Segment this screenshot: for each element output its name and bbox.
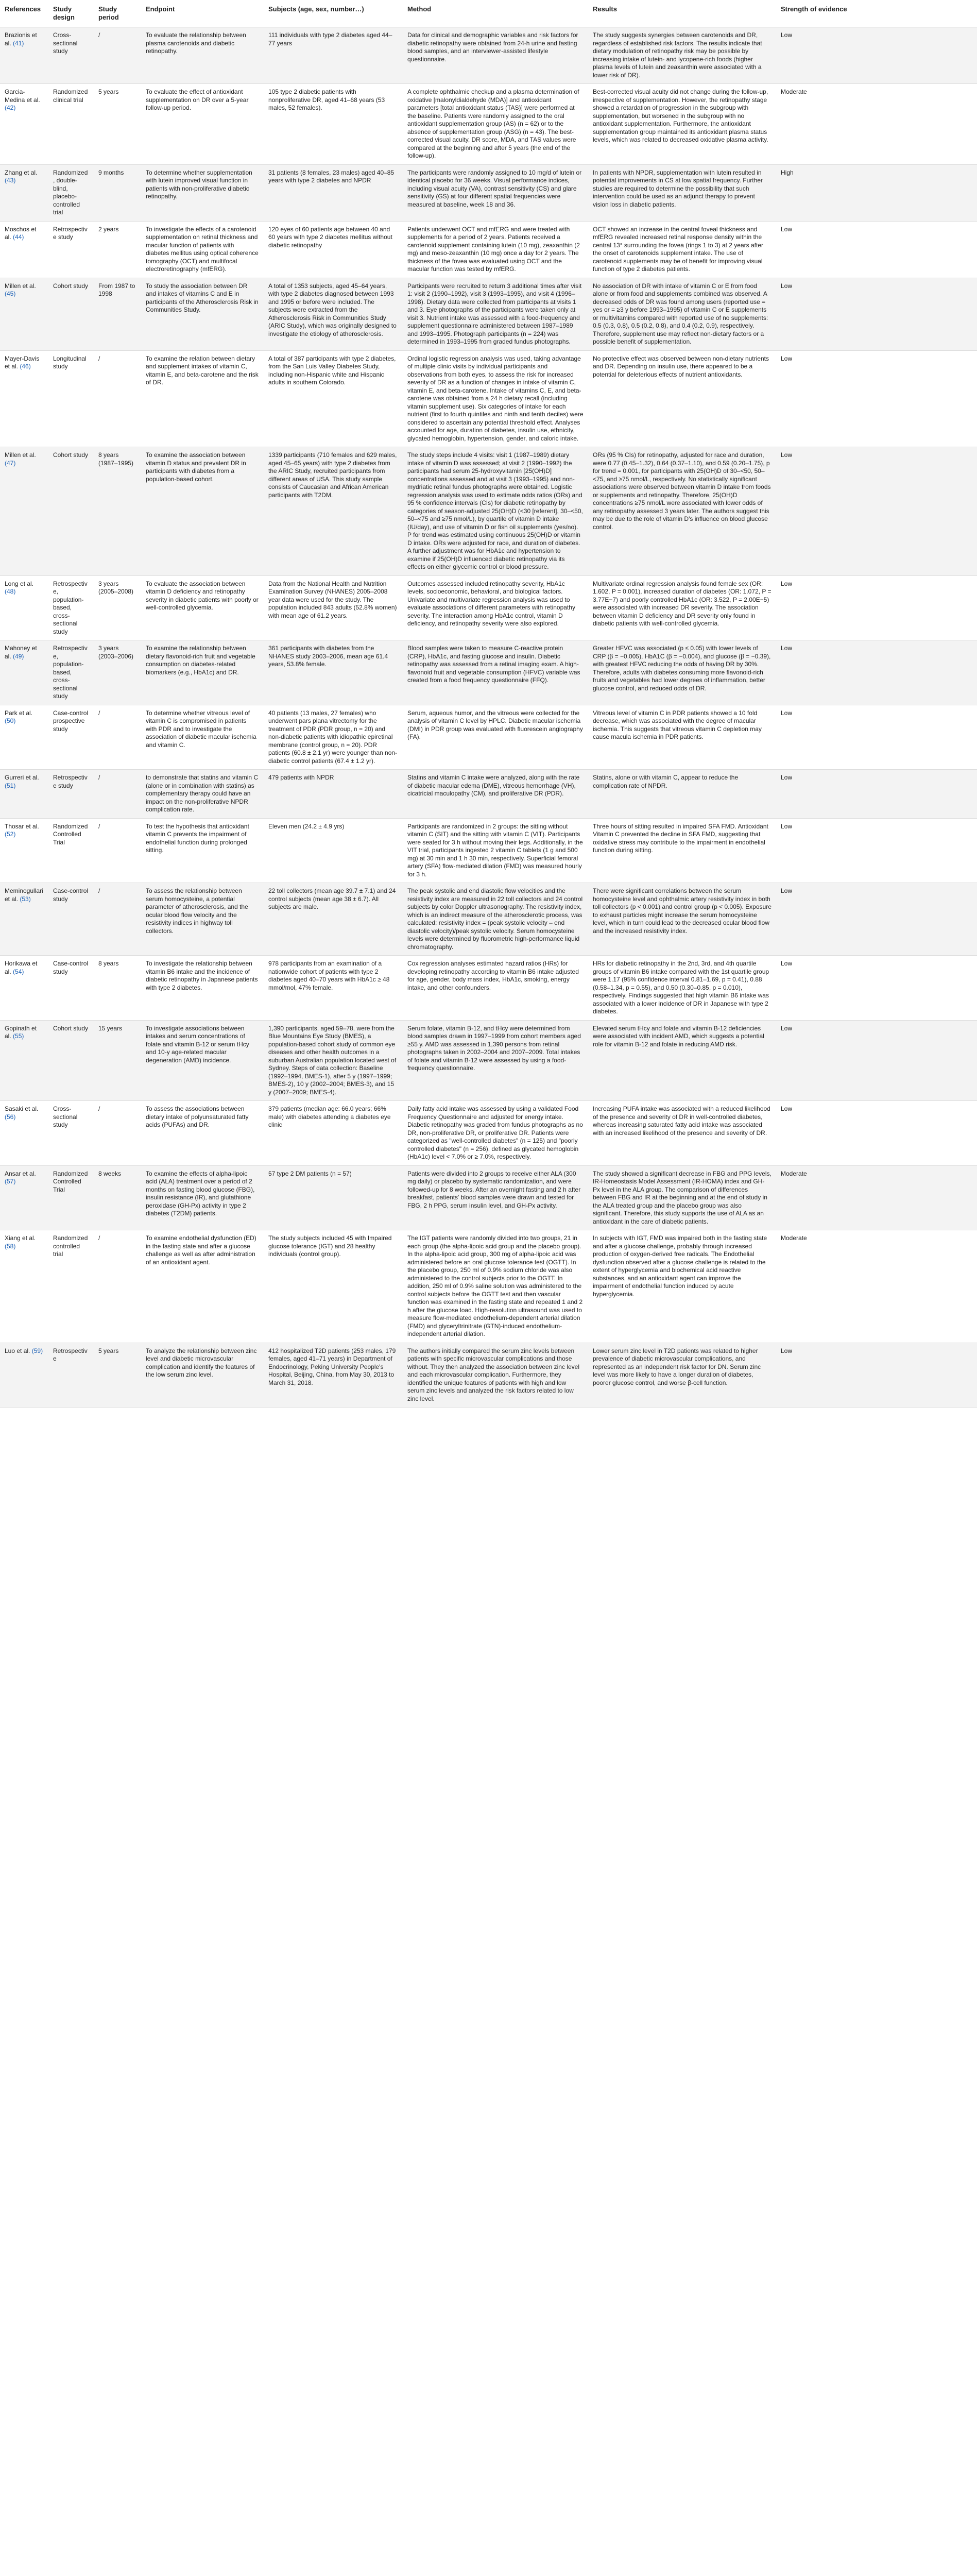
endpoint-cell: To investigate the relationship between vitamin B6 intake and the incidence of diabetic retinopathy in Japanese patients with type 2 diabetes. bbox=[141, 956, 264, 1021]
citation-link[interactable]: (55) bbox=[13, 1032, 24, 1040]
study-design-cell: Cross-sectional study bbox=[48, 27, 94, 84]
table-row bbox=[0, 1020, 977, 1101]
citation-link[interactable]: (42) bbox=[5, 104, 16, 111]
reference-author: Gopinath et al. bbox=[5, 1024, 37, 1040]
results-cell: Multivariate ordinal regression analysis found female sex (OR: 1.602, P = 0.001), increased duration of diabetes (OR: 1.072, P = 3.77E−7) and poorly controlled HbA1c (OR: 3.522, P = 2.00E−5) were associated with increased DR severity. The association between vitamin D deficiency and DR severity only found in diabetic patients with well-controlled glycemia. bbox=[588, 575, 776, 640]
subjects-cell: 40 patients (13 males, 27 females) who underwent pars plana vitrectomy for the treatment of PDR (PDR group, n = 20) and non-diabetic patients with idiopathic epiretinal membrane (control group, n = 20). PDR patients (60.8 ± 2.1 yr) were younger than non-diabetic control patients (67.4 ± 1.2 yr). bbox=[264, 705, 403, 770]
table-row bbox=[0, 447, 977, 576]
method-cell: The peak systolic and end diastolic flow velocities and the resistivity index are measured in 22 toll collectors and 24 control subjects by color Doppler ultrasonography. The resistivity index, which is an indirect measure of the atherosclerotic process, was calculated: resistivity index = (peak systolic velocity – end diastolic velocity)/peak systolic velocity. Serum homocysteine levels were determined by fluorometric high-performance liquid chromatography. bbox=[403, 883, 588, 956]
reference-author: Garcia-Medina et al. bbox=[5, 88, 40, 104]
header-subjects: Subjects (age, sex, number…) bbox=[264, 0, 403, 27]
subjects-cell: 412 hospitalized T2D patients (253 males, 179 females, aged 41–71 years) in Department of Endocrinology, Peking University People's Hospital, Beijing, China, from May 30, 2013 to March 31, 2018. bbox=[264, 1343, 403, 1408]
reference-cell bbox=[0, 1101, 48, 1166]
study-design-cell: Retrospective study bbox=[48, 770, 94, 819]
method-cell: Participants were recruited to return 3 additional times after visit 1: visit 2 (1990–1992), visit 3 (1993–1995), and visit 4 (1996–1998). Dietary data were collected from participants at visits 1 and 3. Eye photographs of the participants were taken only at visit 3. Nutrient intake was assessed with a food-frequency and supplement questionnaire administered between 1987–1989 and 1993–1995. Photograph participants (n = 224) was determined in 1993–1995 from graded fundus photographs. bbox=[403, 278, 588, 350]
method-cell: Daily fatty acid intake was assessed by using a validated Food Frequency Questionnaire and adjusted for energy intake. Diabetic retinopathy was graded from fundus photographs as no DR, non-proliferative DR, or proliferative DR. Patients were categorized as "well-controlled diabetes" (n = 125) and "poorly controlled diabetes" (n = 256), defined as glycated hemoglobin (HbA1c) level < 7.0% or ≥ 7.0%, respectively. bbox=[403, 1101, 588, 1166]
results-cell: Greater HFVC was associated (p ≤ 0.05) with lower levels of CRP (β = −0.005), HbA1C (β = −0.004), and glucose (β = −0.39), with greatest HFVC reducing the odds of having DR by 30%. Therefore, adults with diabetes consuming more flavonoid-rich fruits and vegetables had lower degrees of inflammation, better glucose control, and reduced odds of DR. bbox=[588, 640, 776, 705]
study-period-cell: / bbox=[94, 1101, 141, 1166]
reference-author: Ansar et al. bbox=[5, 1170, 36, 1177]
subjects-cell: The study subjects included 45 with Impaired glucose tolerance (IGT) and 28 healthy individuals (control group). bbox=[264, 1230, 403, 1343]
method-cell: The study steps include 4 visits: visit 1 (1987–1989) dietary intake of vitamin D was assessed; at visit 2 (1990–1992) the participants had serum 25-hydroxyvitamin [25(OH)D] concentrations assessed and at visit 3 (1993–1995) and non-mydriatic retinal fundus photographs were obtained. Logistic regression analysis was used to estimate odds ratios (ORs) and 95 % confidence intervals (CIs) for diabetic retinopathy by categories of season-adjusted 25(OH)D (<30 [referent], 30–<50, 50–<75 and ≥75 nmol/L), by quartile of vitamin D intake (IU/day), and use of vitamin D or fish oil supplements (yes/no). P for trend was estimated using continuous 25(OH)D or vitamin D intake. ORs were adjusted for race, and duration of diabetes. A further adjustment was for HbA1c and hypertension to examine if 25(OH)D influenced diabetic retinopathy via its effects on either glycemic control or blood pressure. bbox=[403, 447, 588, 576]
strength-cell: Low bbox=[776, 818, 977, 883]
reference-cell bbox=[0, 350, 48, 447]
citation-link[interactable]: (53) bbox=[20, 895, 31, 903]
citation-link[interactable]: (52) bbox=[5, 831, 16, 838]
study-period-cell: 3 years (2003–2006) bbox=[94, 640, 141, 705]
method-cell: Blood samples were taken to measure C-reactive protein (CRP), HbA1c, and fasting glucose and insulin. Diabetic retinopathy was assessed from a retinal imaging exam. A high-flavonoid fruit and vegetable consumption (HFVC) variable was created from a food frequency questionnaire (FFQ). bbox=[403, 640, 588, 705]
study-period-cell: / bbox=[94, 770, 141, 819]
reference-cell bbox=[0, 278, 48, 350]
reference-author: Meminogullari et al. bbox=[5, 887, 43, 903]
endpoint-cell: To investigate the effects of a carotenoid supplementation on retinal thickness and macular function of patients with diabetes mellitus using optical coherence tomography (OCT) and multifocal electroretinography (mfERG). bbox=[141, 221, 264, 278]
citation-link[interactable]: (46) bbox=[20, 363, 31, 370]
method-cell: The authors initially compared the serum zinc levels between patients with specific microvascular complications and those without. They then analyzed the association between zinc level and each microvascular complication. Furthermore, they identified the unique features of patients with high and low serum zinc levels and analyzed the risk factors related to low zinc level. bbox=[403, 1343, 588, 1408]
results-cell: Best-corrected visual acuity did not change during the follow-up, irrespective of supplementation. However, the retinopathy stage showed a retardation of progression in the subgroup with supplementation, but worsened in the subgroup with no antioxidant supplementation. Furthermore, the antioxidant supplementation group maintained its antioxidant plasma status levels, which was related to decreased oxidative plasma activity. bbox=[588, 84, 776, 165]
reference-author: Sasaki et al. bbox=[5, 1105, 39, 1112]
endpoint-cell: To investigate associations between intakes and serum concentrations of folate and vitamin B-12 or serum tHcy and 10-y age-related macular degeneration (AMD) incidence. bbox=[141, 1020, 264, 1101]
study-design-cell: Longitudinal study bbox=[48, 350, 94, 447]
endpoint-cell: To evaluate the relationship between plasma carotenoids and diabetic retinopathy. bbox=[141, 27, 264, 84]
method-cell: Cox regression analyses estimated hazard ratios (HRs) for developing retinopathy according to vitamin B6 intake adjusted for age, gender, body mass index, HbA1c, smoking, energy intake, and other confounders. bbox=[403, 956, 588, 1021]
table-header-row bbox=[0, 0, 977, 27]
study-period-cell: / bbox=[94, 350, 141, 447]
results-cell: Three hours of sitting resulted in impaired SFA FMD. Antioxidant Vitamin C prevented the decline in SFA FMD, suggesting that oxidative stress may contribute to the impairment in endothelial function during sitting. bbox=[588, 818, 776, 883]
header-study-design: Study design bbox=[48, 0, 94, 27]
reference-cell bbox=[0, 1165, 48, 1230]
study-period-cell: 8 years (1987–1995) bbox=[94, 447, 141, 576]
results-cell: Elevated serum tHcy and folate and vitamin B-12 deficiencies were associated with incident AMD, which suggests a potential role for vitamin B-12 and folate in reducing AMD risk. bbox=[588, 1020, 776, 1101]
results-cell: Increasing PUFA intake was associated with a reduced likelihood of the presence and severity of DR in well-controlled diabetes, whereas increasing saturated fatty acid intake was associated with an increased likelihood of the presence and severity of DR. bbox=[588, 1101, 776, 1166]
citation-link[interactable]: (45) bbox=[5, 290, 16, 297]
results-cell: Statins, alone or with vitamin C, appear to reduce the complication rate of NPDR. bbox=[588, 770, 776, 819]
method-cell: Outcomes assessed included retinopathy severity, HbA1c levels, socioeconomic, behavioral, and biological factors. Univariate and multivariate regression analysis was used to evaluate associations of different parameters with retinopathy severity. The interaction among HbA1c control, vitamin D deficiency, and retinopathy severity were also explored. bbox=[403, 575, 588, 640]
citation-link[interactable]: (49) bbox=[13, 652, 24, 660]
header-method: Method bbox=[403, 0, 588, 27]
results-cell: Vitreous level of vitamin C in PDR patients showed a 10 fold decrease, which was associated with the degree of macular ischemia. This suggests that vitreous vitamin C depletion may cause macula ischemia in PDR patients. bbox=[588, 705, 776, 770]
endpoint-cell: To determine whether supplementation with lutein improved visual function in patients with non-proliferative diabetic retinopathy. bbox=[141, 164, 264, 221]
subjects-cell: 978 participants from an examination of a nationwide cohort of patients with type 2 diabetes aged 40–70 years with HbA1c ≥ 48 mmol/mol, 47% female. bbox=[264, 956, 403, 1021]
citation-link[interactable]: (48) bbox=[5, 588, 16, 595]
method-cell: The participants were randomly assigned to 10 mg/d of lutein or identical placebo for 36 weeks. Visual performance indices, including visual acuity (VA), contrast sensitivity (CS) and glare sensitivity (GS) at four different spatial frequencies were measured at baseline, week 18 and 36. bbox=[403, 164, 588, 221]
endpoint-cell: To test the hypothesis that antioxidant vitamin C prevents the impairment of endothelial function during prolonged sitting. bbox=[141, 818, 264, 883]
strength-cell: High bbox=[776, 164, 977, 221]
table-row bbox=[0, 883, 977, 956]
endpoint-cell: To analyze the relationship between zinc level and diabetic microvascular complication and identify the features of the low serum zinc level. bbox=[141, 1343, 264, 1408]
strength-cell: Low bbox=[776, 278, 977, 350]
study-period-cell: 5 years bbox=[94, 84, 141, 165]
header-endpoint: Endpoint bbox=[141, 0, 264, 27]
reference-cell bbox=[0, 447, 48, 576]
endpoint-cell: To examine endothelial dysfunction (ED) in the fasting state and after a glucose challenge as well as after administration of an antioxidant agent. bbox=[141, 1230, 264, 1343]
endpoint-cell: To determine whether vitreous level of vitamin C is compromised in patients with PDR and to investigate the association of diabetic macular ischemia and vitamin C. bbox=[141, 705, 264, 770]
reference-author: Mahoney et al. bbox=[5, 645, 37, 660]
reference-author: Mayer-Davis et al. bbox=[5, 354, 40, 370]
header-references: References bbox=[0, 0, 48, 27]
study-period-cell: 3 years (2005–2008) bbox=[94, 575, 141, 640]
strength-cell: Low bbox=[776, 705, 977, 770]
table-row bbox=[0, 575, 977, 640]
study-design-cell: Retrospective study bbox=[48, 221, 94, 278]
table-row bbox=[0, 640, 977, 705]
reference-cell bbox=[0, 818, 48, 883]
reference-cell bbox=[0, 770, 48, 819]
reference-cell bbox=[0, 84, 48, 165]
endpoint-cell: To evaluate the association between vitamin D deficiency and retinopathy severity in diabetic patients with poorly or well-controlled glycemia. bbox=[141, 575, 264, 640]
method-cell: Statins and vitamin C intake were analyzed, along with the rate of diabetic macular edema (DME), vitreous hemorrhage (VH), cicatricial maculopathy (CM), and proliferative DR (PDR). bbox=[403, 770, 588, 819]
citation-link[interactable]: (43) bbox=[5, 177, 16, 184]
subjects-cell: 105 type 2 diabetic patients with nonproliferative DR, aged 41–68 years (53 males, 52 females). bbox=[264, 84, 403, 165]
strength-cell: Moderate bbox=[776, 1165, 977, 1230]
reference-cell bbox=[0, 640, 48, 705]
subjects-cell: Eleven men (24.2 ± 4.9 yrs) bbox=[264, 818, 403, 883]
endpoint-cell: To assess the relationship between serum homocysteine, a potential parameter of atherosclerosis, and the ocular blood flow velocity and the resistivity indices in highway toll collectors. bbox=[141, 883, 264, 956]
citation-link[interactable]: (54) bbox=[13, 968, 24, 975]
subjects-cell: A total of 387 participants with type 2 diabetes, from the San Luis Valley Diabetes Study, including non-Hispanic white and Hispanic adults in southern Colorado. bbox=[264, 350, 403, 447]
subjects-cell: 111 individuals with type 2 diabetes aged 44–77 years bbox=[264, 27, 403, 84]
results-cell: In patients with NPDR, supplementation with lutein resulted in potential improvements in CS at low spatial frequency. Further studies are required to determine the possibility that such intervention could be used as an adjunct therapy to prevent vision loss in diabetic patients. bbox=[588, 164, 776, 221]
results-cell: The study showed a significant decrease in FBG and PPG levels, IR-Homeostasis Model Assessment (IR-HOMA) index and GH-Px level in the ALA group. The comparison of differences between FBG and IR at the beginning and at the end of study in the ALA treated group and the placebo group was also significant. Therefore, this study supports the use of ALA as an antioxidant in the care of diabetic patients. bbox=[588, 1165, 776, 1230]
reference-cell bbox=[0, 1020, 48, 1101]
reference-cell bbox=[0, 164, 48, 221]
reference-cell bbox=[0, 221, 48, 278]
reference-cell bbox=[0, 27, 48, 84]
reference-cell bbox=[0, 1230, 48, 1343]
citation-link[interactable]: (44) bbox=[13, 233, 24, 241]
subjects-cell: 31 patients (8 females, 23 males) aged 40–85 years with type 2 diabetes and NPDR bbox=[264, 164, 403, 221]
subjects-cell: 479 patients with NPDR bbox=[264, 770, 403, 819]
results-cell: In subjects with IGT, FMD was impaired both in the fasting state and after a glucose challenge, probably through increased production of oxygen-derived free radicals. The Endothelial dysfunction observed after a glucose challenge is related to the extent of hyperglycemia and biochemical acid reactive substances, and an antioxidant agent can improve the impairment of endothelial function induced by acute hyperglycemia. bbox=[588, 1230, 776, 1343]
strength-cell: Low bbox=[776, 575, 977, 640]
table-row bbox=[0, 164, 977, 221]
table-row bbox=[0, 1230, 977, 1343]
strength-cell: Low bbox=[776, 640, 977, 705]
table-row bbox=[0, 705, 977, 770]
subjects-cell: Data from the National Health and Nutrition Examination Survey (NHANES) 2005–2008 year data were used for the study. The population included 843 adults (52.8% women) with mean age of 61.2 years. bbox=[264, 575, 403, 640]
method-cell: A complete ophthalmic checkup and a plasma determination of oxidative [malonyldialdehyde (MDA)] and antioxidant parameters [total antioxidant status (TAS)] were performed at the baseline. Patients were randomly assigned to the oral antioxidant supplementation group (AS) (n = 62) or to the absence of supplementation group (ASG) (n = 43). The best-corrected visual acuity, DR score, MDA, and TAS values were compared at the beginning and after 5 years (the end of the follow-up). bbox=[403, 84, 588, 165]
strength-cell: Moderate bbox=[776, 1230, 977, 1343]
method-cell: The IGT patients were randomly divided into two groups, 21 in each group (the alpha-lipoic acid group and the placebo group). In the alpha-lipoic acid group, 300 mg of alpha-lipoic acid was administered before an oral glucose tolerance test (OGTT). In the placebo group, 250 ml of 0.9% sodium chloride was also administered to the control subjects prior to the OGTT. In addition, 250 ml of 0.9% saline solution was administered to the control subjects before the OGTT test and then vascular function was examined in the fasting state and repeated 1 and 2 h after the glucose load. High-resolution ultrasound was used to measure flow-mediated endothelium-dependent arterial dilation (FMD) and glyceryltrinitrate (GTN)-induced endothelium-independent arterial dilation. bbox=[403, 1230, 588, 1343]
citation-link[interactable]: (56) bbox=[5, 1113, 16, 1121]
subjects-cell: 1,390 participants, aged 59–78, were from the Blue Mountains Eye Study (BMES), a population-based cohort study of common eye diseases and other health outcomes in a suburban Australian population located west of Sydney. Steps of data collection: Baseline (1992–1994, BMES-1), after 5 y (1997–1999; BMES-2), 10 y (2002–2004; BMES-3), and 15 y (2007–2009; BMES-4). bbox=[264, 1020, 403, 1101]
results-cell: OCT showed an increase in the central foveal thickness and mfERG revealed increased retinal response density within the central 13° surrounding the fovea (rings 1 to 3) at 2 years after the onset of carotenoids supplement intake. The use of carotenoid supplements may be of benefit for improving visual function of type 2 diabetes patients. bbox=[588, 221, 776, 278]
table-row bbox=[0, 818, 977, 883]
reference-cell bbox=[0, 883, 48, 956]
method-cell: Serum, aqueous humor, and the vitreous were collected for the analysis of vitamin C level by HPLC. Diabetic macular ischemia (DMI) in PDR group was evaluated with fluorescein angiography (FA). bbox=[403, 705, 588, 770]
study-design-cell: Cohort study bbox=[48, 1020, 94, 1101]
study-design-cell: Case-control study bbox=[48, 883, 94, 956]
study-period-cell: / bbox=[94, 27, 141, 84]
reference-author: Brazionis et al. bbox=[5, 31, 37, 47]
header-strength: Strength of evidence bbox=[776, 0, 977, 27]
endpoint-cell: To examine the association between vitamin D status and prevalent DR in participants with diabetes from a population-based cohort. bbox=[141, 447, 264, 576]
strength-cell: Low bbox=[776, 1101, 977, 1166]
reference-author: Luo et al. bbox=[5, 1347, 30, 1354]
endpoint-cell: To assess the associations between dietary intake of polyunsaturated fatty acids (PUFAs) and DR. bbox=[141, 1101, 264, 1166]
study-design-cell: Randomized controlled trial bbox=[48, 1230, 94, 1343]
subjects-cell: 22 toll collectors (mean age 39.7 ± 7.1) and 24 control subjects (mean age 38 ± 6.7). All subjects are male. bbox=[264, 883, 403, 956]
study-design-cell: Cohort study bbox=[48, 447, 94, 576]
study-period-cell: 8 weeks bbox=[94, 1165, 141, 1230]
reference-author: Xiang et al. bbox=[5, 1234, 36, 1242]
study-design-cell: Randomized, double-blind, placebo-controlled trial bbox=[48, 164, 94, 221]
results-cell: HRs for diabetic retinopathy in the 2nd, 3rd, and 4th quartile groups of vitamin B6 intake compared with the 1st quartile group were 1.17 (95% confidence interval 0.81–1.69, p = 0.41), 0.88 (0.58–1.34, p = 0.55), and 0.50 (0.30–0.85, p = 0.010), respectively. Findings suggested that high vitamin B6 intake was associated with a lower incidence of DR in Japanese with type 2 diabetes. bbox=[588, 956, 776, 1021]
study-design-cell: Cohort study bbox=[48, 278, 94, 350]
results-cell: ORs (95 % CIs) for retinopathy, adjusted for race and duration, were 0.77 (0.45–1.32), 0.64 (0.37–1.10), and 0.59 (0.20–1.75), p for trend = 0.001, for participants with 25(OH)D of 30–<50, 50–<75, and ≥75 nmol/L, respectively. No statistically significant associations were observed between vitamin D intake from foods or supplements and retinopathy. Therefore, 25(OH)D concentrations ≥75 nmol/L were associated with lower odds of any retinopathy assessed 3 years later. The authors suggest this may be due to the role of vitamin D's influence on blood glucose control. bbox=[588, 447, 776, 576]
table-row bbox=[0, 1165, 977, 1230]
reference-author: Moschos et al. bbox=[5, 225, 37, 241]
results-cell: There were significant correlations between the serum homocysteine level and ophthalmic artery resistivity index in both toll collectors (p < 0.001) and control group (p < 0.005). Exposure to exhaust particles might increase the serum homocysteine level, which in turn could lead to the decreased ocular blood flow and the increased resistivity index. bbox=[588, 883, 776, 956]
study-design-cell: Case-control prospective study bbox=[48, 705, 94, 770]
strength-cell: Low bbox=[776, 956, 977, 1021]
subjects-cell: 120 eyes of 60 patients age between 40 and 60 years with type 2 diabetes mellitus without diabetic retinopathy bbox=[264, 221, 403, 278]
method-cell: Participants are randomized in 2 groups: the sitting without vitamin C (SIT) and the sitting with vitamin C (VIT). Participants were seated for 3 h without moving their legs. Additionally, in the VIT trial, participants ingested 2 vitamin C tablets (1 g and 500 mg) at 30 min and 1 h 30 min, respectively. Superficial femoral artery (SFA) flow-mediated dilation (FMD) was measured hourly for 3 h. bbox=[403, 818, 588, 883]
results-cell: Lower serum zinc level in T2D patients was related to higher prevalence of diabetic microvascular complications, and represented as an independent risk factor for DN. Serum zinc level was more likely to have a longer duration of diabetes, poorer glucose control, and worse β-cell function. bbox=[588, 1343, 776, 1408]
endpoint-cell: To examine the relationship between dietary flavonoid-rich fruit and vegetable consumption on diabetes-related biomarkers (e.g., HbA1c) and DR. bbox=[141, 640, 264, 705]
reference-cell bbox=[0, 1343, 48, 1408]
strength-cell: Low bbox=[776, 883, 977, 956]
method-cell: Patients underwent OCT and mfERG and were treated with supplements for a period of 2 years. Patients received a carotenoid supplement containing lutein (10 mg), zeaxanthin (2 mg) and meso-zeaxanthin (10 mg) once a day for 2 years. The thickness of the fovea was evaluated using OCT and the macular function was tested by mfERG. bbox=[403, 221, 588, 278]
endpoint-cell: To examine the effects of alpha-lipoic acid (ALA) treatment over a period of 2 months on fasting blood glucose (FBG), insulin resistance (IR), and glutathione peroxidase (GH-Px) activity in type 2 diabetes (T2DM) patients. bbox=[141, 1165, 264, 1230]
citation-link[interactable]: (41) bbox=[13, 39, 24, 47]
reference-cell bbox=[0, 956, 48, 1021]
subjects-cell: A total of 1353 subjects, aged 45–64 years, with type 2 diabetes diagnosed between 1993 and 1995 or before were included. The subjects were extracted from the Atherosclerosis Risk in Communities Study (ARIC Study), which was originally designed to investigate the etiology of atherosclerosis. bbox=[264, 278, 403, 350]
subjects-cell: 379 patients (median age: 66.0 years; 66% male) with diabetes attending a diabetes eye clinic bbox=[264, 1101, 403, 1166]
study-period-cell: From 1987 to 1998 bbox=[94, 278, 141, 350]
citation-link[interactable]: (47) bbox=[5, 459, 16, 467]
subjects-cell: 1339 participants (710 females and 629 males, aged 45–65 years) with type 2 diabetes from the ARIC Study, recruited participants from different areas of USA. This study sample consists of Caucasian and African American participants with T2DM. bbox=[264, 447, 403, 576]
reference-author: Long et al. bbox=[5, 580, 34, 587]
results-cell: No protective effect was observed between non-dietary nutrients and DR. Depending on insulin use, there appeared to be a potential for deleterious effects of nutrient antioxidants. bbox=[588, 350, 776, 447]
strength-cell: Low bbox=[776, 350, 977, 447]
reference-cell bbox=[0, 705, 48, 770]
results-cell: The study suggests synergies between carotenoids and DR, regardless of established risk factors. The results indicate that dietary modulation of retinopathy risk may be possible by increasing intake of lutein- and lycopene-rich foods (higher plasma levels of lutein and zeaxanthin were associated with a lower risk of DR). bbox=[588, 27, 776, 84]
citation-link[interactable]: (58) bbox=[5, 1242, 16, 1250]
study-period-cell: 5 years bbox=[94, 1343, 141, 1408]
strength-cell: Low bbox=[776, 1343, 977, 1408]
endpoint-cell: To examine the relation between dietary and supplement intakes of vitamin C, vitamin E, and beta-carotene and the risk of DR. bbox=[141, 350, 264, 447]
study-period-cell: / bbox=[94, 818, 141, 883]
table-row bbox=[0, 770, 977, 819]
citation-link[interactable]: (51) bbox=[5, 782, 16, 789]
reference-cell bbox=[0, 575, 48, 640]
study-period-cell: / bbox=[94, 705, 141, 770]
study-period-cell: 15 years bbox=[94, 1020, 141, 1101]
strength-cell: Low bbox=[776, 447, 977, 576]
endpoint-cell: To evaluate the effect of antioxidant supplementation on DR over a 5-year follow-up period. bbox=[141, 84, 264, 165]
table-row bbox=[0, 1101, 977, 1166]
strength-cell: Low bbox=[776, 770, 977, 819]
table-row bbox=[0, 1343, 977, 1408]
endpoint-cell: to demonstrate that statins and vitamin C (alone or in combination with statins) as complementary therapy could have an impact on the non-proliferative NPDR complication rate. bbox=[141, 770, 264, 819]
subjects-cell: 57 type 2 DM patients (n = 57) bbox=[264, 1165, 403, 1230]
header-study-period: Study period bbox=[94, 0, 141, 27]
method-cell: Serum folate, vitamin B-12, and tHcy were determined from blood samples drawn in 1997–1999 from cohort members aged ≥55 y. AMD was assessed in 1,390 persons from retinal photographs taken in 2002–2004 and 2007–2009. Total intakes of folate and vitamin B-12 were assessed by using a food-frequency questionnaire. bbox=[403, 1020, 588, 1101]
study-period-cell: / bbox=[94, 1230, 141, 1343]
reference-author: Millen et al. bbox=[5, 282, 36, 290]
method-cell: Data for clinical and demographic variables and risk factors for diabetic retinopathy were obtained from 24-h urine and fasting blood samples, and an interviewer-assisted lifestyle questionnaire. bbox=[403, 27, 588, 84]
study-design-cell: Randomized Controlled Trial bbox=[48, 818, 94, 883]
strength-cell: Low bbox=[776, 1020, 977, 1101]
study-design-cell: Randomized clinical trial bbox=[48, 84, 94, 165]
study-design-cell: Randomized Controlled Trial bbox=[48, 1165, 94, 1230]
strength-cell: Moderate bbox=[776, 84, 977, 165]
method-cell: Ordinal logistic regression analysis was used, taking advantage of multiple clinic visits by individual participants and observations from both eyes, to assess the risk for increased severity of DR as a function of changes in intake of vitamin C, vitamin E, and beta-carotene. Intake of vitamins C, E, and beta-carotene was obtained from a 24 h dietary recall (including vitamin supplement use). Six categories of intake for each nutrient (first to fourth quintiles and ninth and tenth deciles) were considered to ascertain any potential threshold effect. Analyses accounted for age, duration of diabetes, insulin use, ethnicity, glycated hemoglobin, hypertension, gender, and caloric intake. bbox=[403, 350, 588, 447]
reference-author: Zhang et al. bbox=[5, 168, 38, 176]
study-design-cell: Retrospective, population-based, cross-sectional study bbox=[48, 575, 94, 640]
results-cell: No association of DR with intake of vitamin C or E from food alone or from food and supplements combined was observed. A decreased odds of DR was found among users (reported use = yes or = ≥3 y before 1993–1995) of vitamin C or E supplements or multivitamins compared with reported use of no supplements: 0.5 (0.3, 0.8), 0.5 (0.2, 0.8), and 0.4 (0.2, 0.9), respectively. Therefore, supplement use may reflect non-dietary factors or a possible benefit of supplementation. bbox=[588, 278, 776, 350]
table-row bbox=[0, 956, 977, 1021]
study-design-cell: Retrospective, population-based, cross-sectional study bbox=[48, 640, 94, 705]
reference-author: Park et al. bbox=[5, 709, 33, 717]
citation-link[interactable]: (59) bbox=[31, 1347, 43, 1354]
study-design-cell: Case-control study bbox=[48, 956, 94, 1021]
method-cell: Patients were divided into 2 groups to receive either ALA (300 mg daily) or placebo by systematic randomization, and were followed-up for 8 weeks. After an overnight fasting and 2 h after breakfast, patients' blood samples were drawn and tested for FBG, 2 h PPG, serum insulin level, and GH-Px activity. bbox=[403, 1165, 588, 1230]
study-period-cell: 8 years bbox=[94, 956, 141, 1021]
study-period-cell: 9 months bbox=[94, 164, 141, 221]
strength-cell: Low bbox=[776, 221, 977, 278]
table-row bbox=[0, 27, 977, 84]
table-row bbox=[0, 350, 977, 447]
citation-link[interactable]: (50) bbox=[5, 717, 16, 724]
table-row bbox=[0, 278, 977, 350]
citation-link[interactable]: (57) bbox=[5, 1178, 16, 1185]
subjects-cell: 361 participants with diabetes from the NHANES study 2003–2006, mean age 61.4 years, 53.8% female. bbox=[264, 640, 403, 705]
header-results: Results bbox=[588, 0, 776, 27]
reference-author: Horikawa et al. bbox=[5, 960, 38, 975]
reference-author: Millen et al. bbox=[5, 451, 36, 459]
reference-author: Gurreri et al. bbox=[5, 774, 39, 781]
strength-cell: Low bbox=[776, 27, 977, 84]
study-design-cell: Retrospective bbox=[48, 1343, 94, 1408]
table-row bbox=[0, 221, 977, 278]
study-design-cell: Cross-sectional study bbox=[48, 1101, 94, 1166]
study-period-cell: / bbox=[94, 883, 141, 956]
endpoint-cell: To study the association between DR and intakes of vitamins C and E in participants of the Atherosclerosis Risk in Communities Study. bbox=[141, 278, 264, 350]
reference-author: Thosar et al. bbox=[5, 822, 39, 830]
study-period-cell: 2 years bbox=[94, 221, 141, 278]
table-row bbox=[0, 84, 977, 165]
